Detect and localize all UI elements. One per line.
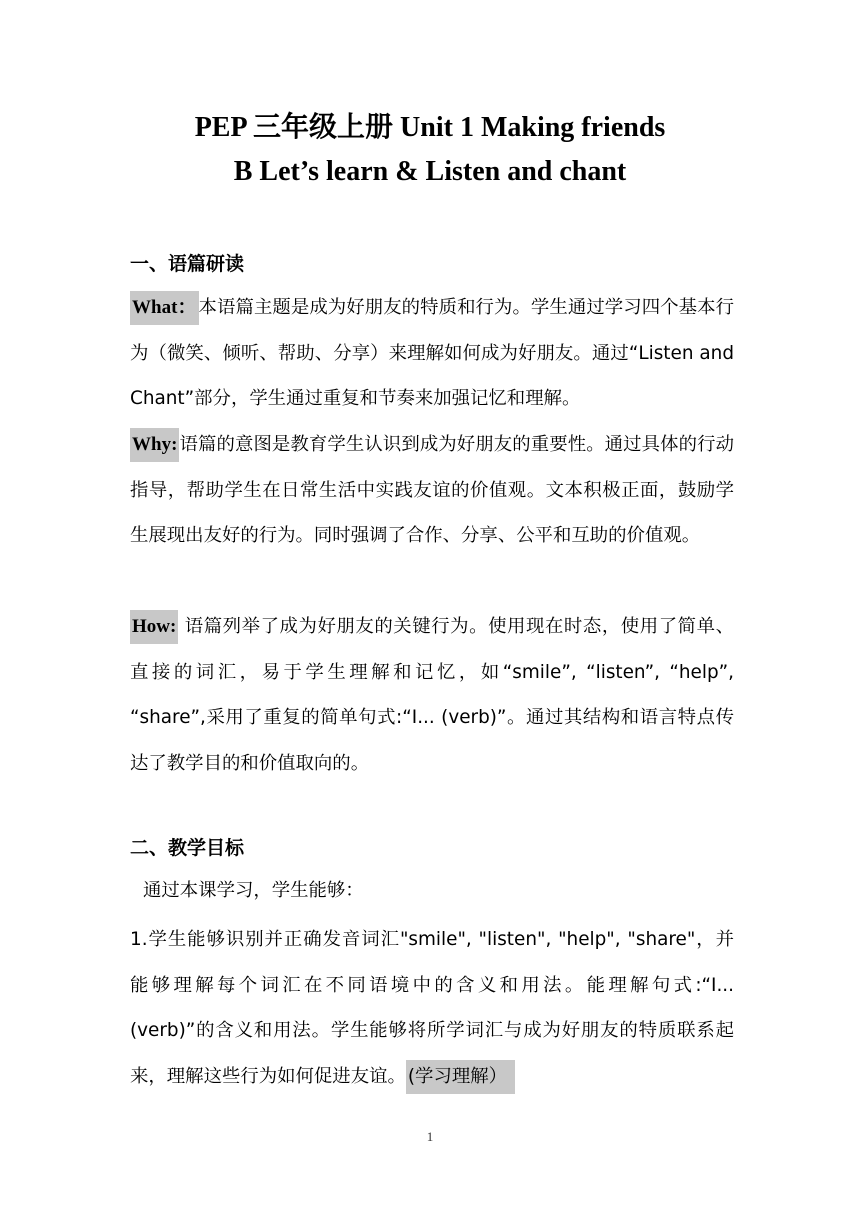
section-heading-text-analysis: 一、语篇研读 bbox=[130, 253, 245, 275]
how-label: How: bbox=[130, 610, 178, 644]
objective-category-tag: (学习理解） bbox=[406, 1060, 515, 1094]
what-label: What： bbox=[130, 291, 199, 325]
objectives-intro: 通过本课学习，学生能够： bbox=[143, 880, 364, 901]
objective-item-1 bbox=[130, 917, 734, 1099]
why-label: Why: bbox=[130, 428, 179, 462]
how-text: 语篇列举了成为好朋友的关键行为。使用现在时态，使用了简单、直接的词汇，易于学生理解和记忆，如“smile”, “listen”, “help”, “share”,采用了重复的简单句式:“I... (verb)”。通过其结构和语言特点传达了教学目的和价值取向的。 bbox=[130, 616, 734, 774]
what-paragraph bbox=[130, 285, 734, 422]
document-title: PEP 三年级上册 Unit 1 Making friends bbox=[194, 112, 666, 143]
objective-text: 1.学生能够识别并正确发音词汇"smile", "listen", "help", "share"，并能够理解每个词汇在不同语境中的含义和用法。能理解句式:“I... (verb)”的含义和用法。学生能够将所学词汇与成为好朋友的特质联系起来，理解这些行为如何促进友谊。 bbox=[130, 929, 734, 1087]
what-text: 本语篇主题是成为好朋友的特质和行为。学生通过学习四个基本行为（微笑、倾听、帮助、分享）来理解如何成为好朋友。通过“Listen and Chant”部分，学生通过重复和节奏来加强记忆和理解。 bbox=[130, 297, 734, 409]
page-number: 1 bbox=[426, 1129, 434, 1144]
section-heading-teaching-objectives: 二、教学目标 bbox=[130, 837, 245, 859]
document-subtitle: B Let’s learn & Listen and chant bbox=[233, 156, 627, 187]
why-text: 语篇的意图是教育学生认识到成为好朋友的重要性。通过具体的行动指导，帮助学生在日常生活中实践友谊的价值观。文本积极正面，鼓励学生展现出友好的行为。同时强调了合作、分享、公平和互助的价值观。 bbox=[130, 434, 734, 546]
how-paragraph bbox=[130, 604, 734, 786]
why-paragraph bbox=[130, 422, 734, 559]
